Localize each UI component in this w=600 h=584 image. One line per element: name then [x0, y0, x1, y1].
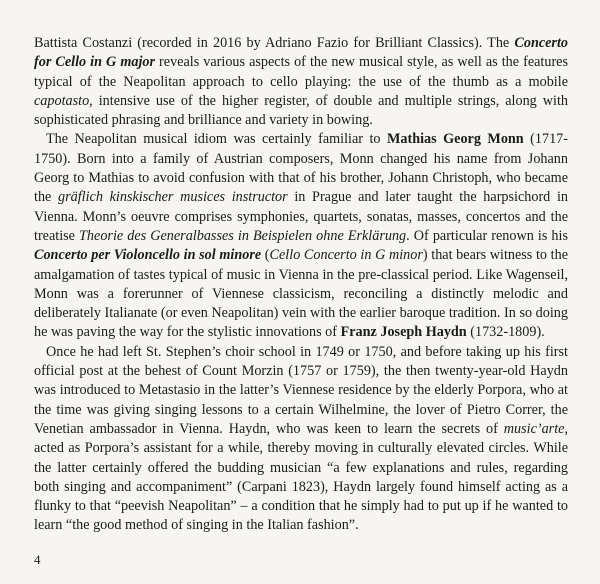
text-run: , intensive use of the higher register, of double and multiple strings, along with sophisticated phrasing and brilliance and variety in bowing. — [34, 92, 568, 129]
text-run: Once he had left St. Stephen’s choir school in 1749 or 1750, and before taking up his first official post at the behest of Count Morzin (1757 or 1759), the then twenty-year-old Haydn was introduced to Metastasio in the latter’s Viennese residence by the elderly Porpora, who at the time was giving singing lessons to a certain Wilhelmine, the lover of Pietro Correr, the Venetian ambassador in Vienna. Haydn, who was keen to learn the secrets of — [34, 343, 568, 437]
text-run: The Neapolitan musical idiom was certainly familiar to — [46, 131, 387, 148]
text-run: (1717-1750). Born into a family of Austrian composers, Monn changed his name from Johann Georg to Mathias to avoid confusion with that of his brother, Johann Christoph, who became the — [34, 131, 569, 206]
work-title-costanzi: Concerto for Cello in G major — [34, 35, 568, 71]
italic-term: capotasto — [34, 92, 90, 109]
paragraph-2 — [34, 130, 568, 342]
work-title-monn: Concerto per Violoncello in sol minore — [34, 247, 262, 264]
paragraph-3 — [34, 343, 568, 536]
composer-name-monn: Mathias Georg Monn — [387, 131, 524, 148]
text-run: , acted as Porpora’s assistant for a while, thereby moving in culturally elevated circles. While the latter certainly offered the budding musician “a few explanations and rules, regarding both singing and accompaniment” (Carpani 1823), Haydn largely found himself acting as a flunky to that “peevish Neapolitan” – a condition that he simply had to put up if he wanted to learn “the good method of singing in the Italian fashion”. — [34, 420, 568, 534]
text-run: ( — [261, 247, 270, 264]
page-number: 4 — [34, 552, 41, 567]
text-run: . Of particular renown is his — [406, 227, 568, 244]
text-run: (1732-1809). — [466, 324, 545, 341]
paragraph-1 — [34, 34, 568, 130]
italic-term: music’arte — [503, 420, 565, 437]
text-run: in Prague and later taught the harpsichord in Vienna. Monn’s oeuvre comprises symphonies, quartets, sonatas, masses, concertos and the treatise — [34, 189, 568, 244]
document-body — [34, 34, 568, 536]
text-run: Battista Costanzi (recorded in 2016 by Adriano Fazio for Brilliant Classics). The — [34, 35, 515, 51]
work-title-translation: Cello Concerto in G minor — [269, 247, 423, 264]
text-run: reveals various aspects of the new musical style, as well as the features typical of the Neapolitan approach to cello playing: the use of the thumb as a mobile — [34, 54, 568, 90]
italic-term: gräflich kinskischer musices instructor — [58, 189, 288, 206]
treatise-title: Theorie des Generalbasses in Beispielen ohne Erklärung — [79, 227, 407, 244]
composer-name-haydn: Franz Joseph Haydn — [340, 324, 467, 341]
text-run: ) that bears witness to the amalgamation of tastes typical of music in Vienna in the pre-classical period. Like Wagenseil, Monn was a forerunner of Viennese classicism, reconciling a distinctly melodic and deliberately Italianate (or even Neapolitan) vein with the earlier baroque tradition. In so doing he was paving the way for the stylistic innovations of — [34, 247, 568, 341]
